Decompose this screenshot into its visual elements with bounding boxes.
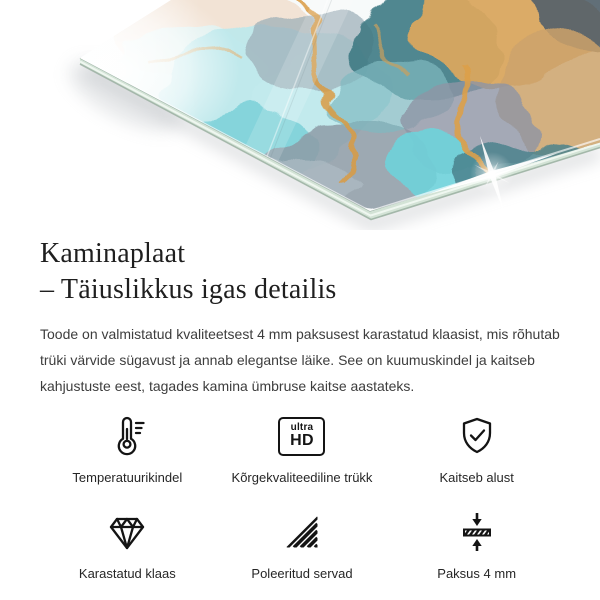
ultra-hd-icon: [278, 413, 325, 459]
page-title-line1: Kaminaplaat: [40, 238, 186, 269]
diamond-icon: [105, 509, 149, 555]
feature-tempered-glass: [40, 509, 215, 581]
glass-face-artwork: [0, 0, 600, 230]
product-image: [0, 0, 600, 230]
glass-panel-illustration: [0, 0, 600, 230]
feature-thickness: [389, 509, 564, 581]
thermometer-icon: [105, 413, 149, 459]
ultra-hd-icon-text-top: ultra: [290, 422, 314, 433]
intro-paragraph: Toode on valmistatud kvaliteetsest 4 mm paksusest karastatud klaasist, mis rõhutab trüki värvide sügavust ja annab elegantse läike. See on kuumuskindel ja kaitseb kahjustuste eest, tagades kamina ümbruse kaitse aastateks.: [40, 326, 560, 394]
feature-label: Kõrgekvaliteediline trükk: [231, 470, 373, 485]
page-title: [40, 236, 564, 308]
feature-polished-edges: [215, 509, 390, 581]
feature-label: Kaitseb alust: [439, 470, 514, 485]
feature-label: Paksus 4 mm: [437, 566, 517, 581]
feature-temperature-resistant: [40, 413, 215, 485]
feature-label: Karastatud klaas: [78, 566, 176, 581]
feature-protects-base: [389, 413, 564, 485]
features-grid: [40, 413, 564, 581]
feature-label: Poleeritud servad: [251, 566, 353, 581]
thickness-icon: [455, 509, 499, 555]
product-description-block: [40, 230, 564, 581]
polished-edges-icon: [280, 509, 324, 555]
page-title-line2: – Täiuslikkus igas detailis: [40, 274, 337, 305]
feature-ultra-hd-print: [215, 413, 390, 485]
feature-label: Temperatuurikindel: [72, 470, 183, 485]
shield-check-icon: [455, 413, 499, 459]
ultra-hd-icon-text-bottom: HD: [290, 432, 314, 449]
